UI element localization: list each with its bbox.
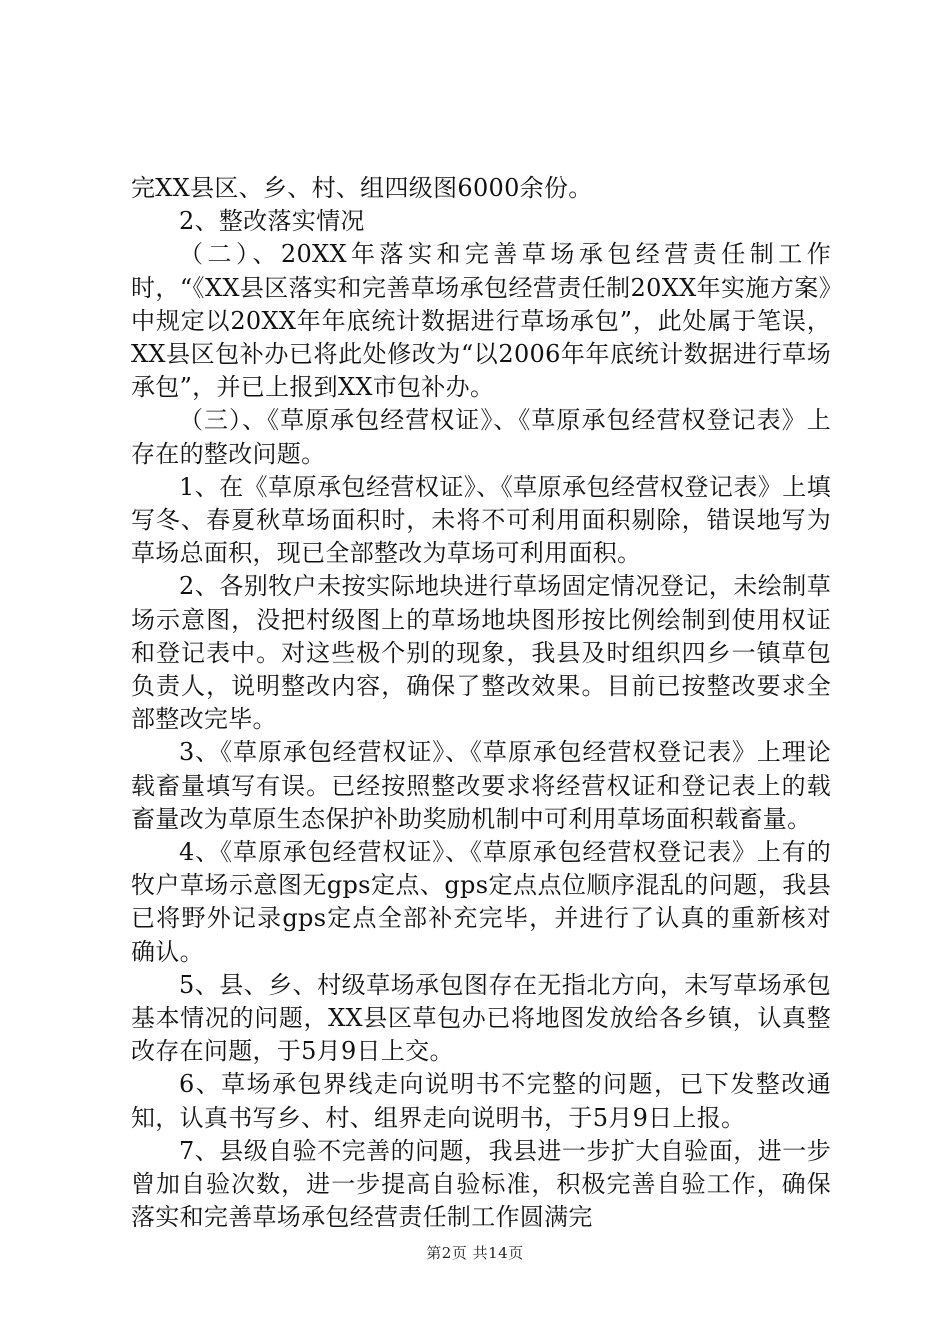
list-item: 7、县级自验不完善的问题，我县进一步扩大自验面，进一步曾加自验次数，进一步提高自验标准，积极完善自验工作，确保落实和完善草场承包经营责任制工作圆满完: [131, 1136, 831, 1232]
list-item: 2、各别牧户未按实际地块进行草场固定情况登记，未绘制草场示意图，没把村级图上的草场地块图形按比例绘制到使用权证和登记表中。对这些极个别的现象，我县及时组织四乡一镇草包负责人，说明整改内容，确保了整改效果。目前已按整改要求全部整改完毕。: [131, 572, 831, 734]
list-item: 3、《草原承包经营权证》、《草原承包经营权登记表》上理论载畜量填写有误。已经按照整改要求将经营权证和登记表上的载畜量改为草原生态保护补助奖励机制中可利用草场面积载畜量。: [131, 738, 831, 833]
paragraph-item-3: （三）、《草原承包经营权证》、《草原承包经营权登记表》上存在的整改问题。: [131, 406, 831, 468]
list-item: 6、草场承包界线走向说明书不完整的问题，已下发整改通知，认真书写乡、村、组界走向说明书，于5月9日上报。: [131, 1070, 831, 1132]
list-item: 1、在《草原承包经营权证》、《草原承包经营权登记表》上填写冬、春夏秋草场面积时，未将不可利用面积剔除，错误地写为草场总面积，现已全部整改为草场可利用面积。: [131, 472, 831, 568]
section-heading: 2、整改落实情况: [179, 207, 365, 236]
document-body: [131, 172, 831, 1235]
list-item: 4、《草原承包经营权证》、《草原承包经营权登记表》上有的牧户草场示意图无gps定点、gps定点点位顺序混乱的问题，我县已将野外记录gps定点全部补充完毕，并进行了认真的重新核对确认。: [131, 838, 831, 966]
paragraph-item-2: （二）、20XX年落实和完善草场承包经营责任制工作时，“《XX县区落实和完善草场承包经营责任制20XX年实施方案》中规定以20XX年年底统计数据进行草场承包”，此处属于笔误，XX县区包补办已将此处修改为“以2006年年底统计数据进行草场承包”，并已上报到XX市包补办。: [131, 240, 831, 402]
paragraph-continuation: 完XX县区、乡、村、组四级图6000余份。: [131, 174, 593, 202]
list-item: 5、县、乡、村级草场承包图存在无指北方向，未写草场承包基本情况的问题，XX县区草包办已将地图发放给各乡镇，认真整改存在问题，于5月9日上交。: [131, 970, 831, 1066]
page-number-footer: 第2页 共14页: [426, 1244, 524, 1262]
